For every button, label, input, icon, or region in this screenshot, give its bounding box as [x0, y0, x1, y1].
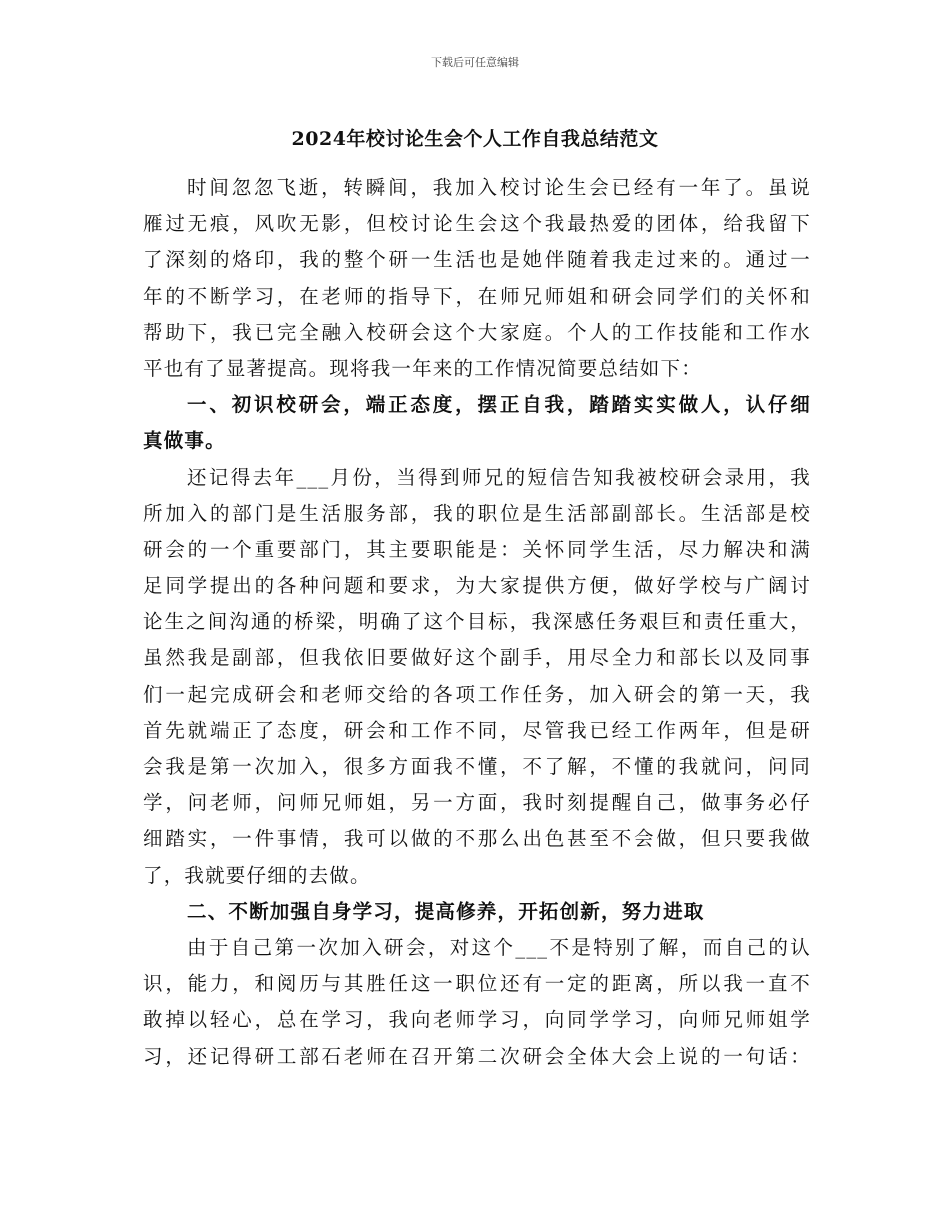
- paragraph-line: 论生之间沟通的桥梁，明确了这个目标，我深感任务艰巨和责任重大，: [143, 610, 811, 634]
- paragraph-line: 由于自己第一次加入研会，对这个___不是特别了解，而自己的认: [187, 935, 811, 959]
- paragraph-line: 研会的一个重要部门，其主要职能是：关怀同学生活，尽力解决和满: [143, 537, 811, 561]
- paragraph-line: 们一起完成研会和老师交给的各项工作任务，加入研会的第一天，我: [143, 682, 811, 706]
- paragraph-line: 了深刻的烙印，我的整个研一生活也是她伴随着我走过来的。通过一: [143, 248, 811, 272]
- paragraph-line: 时间忽忽飞逝，转瞬间，我加入校讨论生会已经有一年了。虽说: [187, 176, 811, 199]
- paragraph-line: 雁过无痕，风吹无影，但校讨论生会这个我最热爱的团体，给我留下: [143, 212, 811, 236]
- paragraph-line: 还记得去年___月份，当得到师兄的短信告知我被校研会录用，我: [187, 465, 811, 489]
- section-heading: 二、不断加强自身学习，提高修养，开拓创新，努力进取: [187, 899, 705, 923]
- document-title: 2024年校讨论生会个人工作自我总结范文: [291, 128, 659, 150]
- paragraph-line: 学，问老师，问师兄师姐，另一方面，我时刻提醒自己，做事务必仔: [143, 791, 811, 815]
- paragraph-line: 年的不断学习，在老师的指导下，在师兄师姐和研会同学们的关怀和: [143, 284, 811, 308]
- paragraph-line: 了，我就要仔细的去做。: [143, 863, 371, 887]
- paragraph-line: 虽然我是副部，但我依旧要做好这个副手，用尽全力和部长以及同事: [143, 646, 811, 670]
- document-body: [143, 170, 811, 1075]
- section-heading: 真做事。: [143, 429, 226, 453]
- paragraph-line: 细踏实，一件事情，我可以做的不那么出色甚至不会做，但只要我做: [143, 827, 811, 851]
- paragraph-line: 平也有了显著提高。现将我一年来的工作情况简要总结如下：: [143, 356, 702, 380]
- paragraph-line: 会我是第一次加入，很多方面我不懂，不了解，不懂的我就问，问同: [143, 755, 811, 778]
- page-header-note: 下载后可任意编辑: [431, 56, 519, 69]
- section-heading: 一、初识校研会，端正态度，摆正自我，踏踏实实做人，认仔细: [187, 393, 811, 417]
- paragraph-line: 帮助下，我已完全融入校研会这个大家庭。个人的工作技能和工作水: [143, 320, 811, 344]
- paragraph-line: 首先就端正了态度，研会和工作不同，尽管我已经工作两年，但是研: [143, 718, 811, 742]
- paragraph-line: 识，能力，和阅历与其胜任这一职位还有一定的距离，所以我一直不: [143, 972, 811, 996]
- paragraph-line: 敢掉以轻心，总在学习，我向老师学习，向同学学习，向师兄师姐学: [143, 1008, 811, 1032]
- paragraph-line: 足同学提出的各种问题和要求，为大家提供方便，做好学校与广阔讨: [143, 574, 811, 598]
- paragraph-line: 所加入的部门是生活服务部，我的职位是生活部副部长。生活部是校: [143, 501, 811, 525]
- paragraph-line: 习，还记得研工部石老师在召开第二次研会全体大会上说的一句话：: [143, 1044, 811, 1068]
